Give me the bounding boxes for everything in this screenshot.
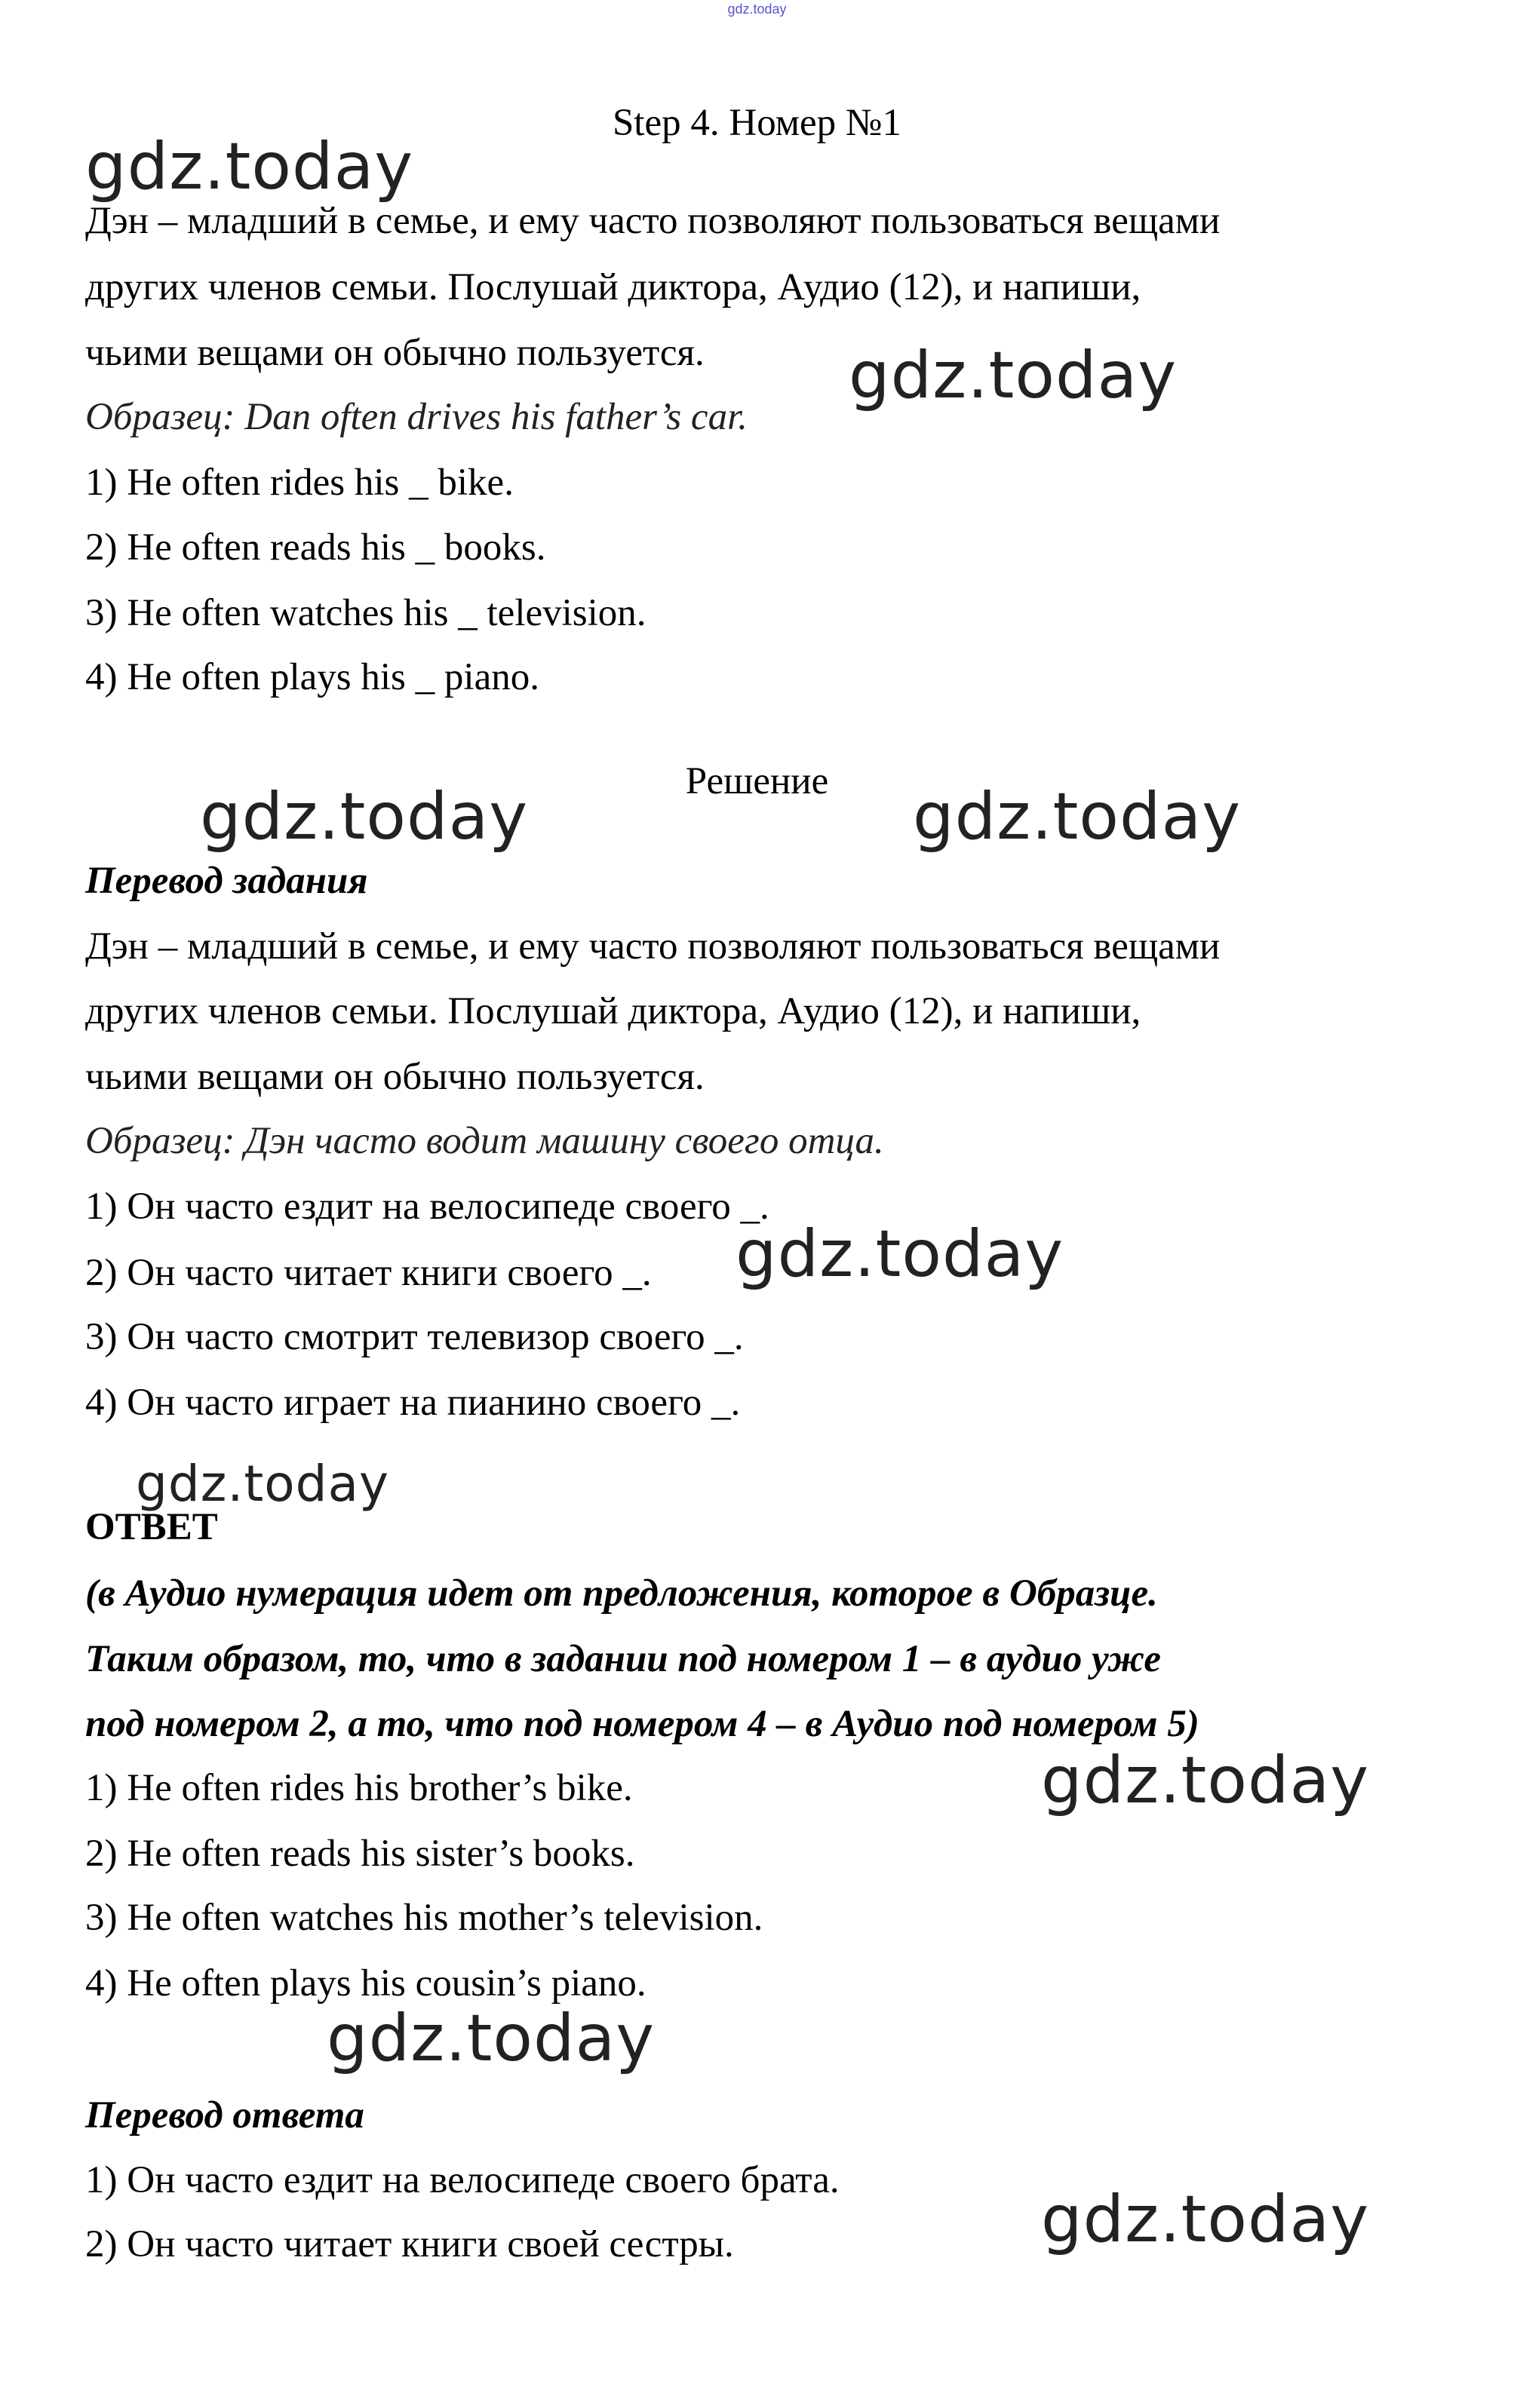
- answer-item-4: 4) He often plays his cousin’s piano.: [85, 1962, 646, 2005]
- translation-line-2: других членов семьи. Послушай диктора, Аудио (12), и напиши,: [85, 990, 1141, 1032]
- solution-heading: Решение: [685, 760, 829, 802]
- translation-item-2: 2) Он часто читает книги своего _.: [85, 1252, 652, 1294]
- task-line-1: Дэн – младший в семье, и ему часто позволяют пользоваться вещами: [85, 200, 1221, 242]
- watermark: gdz.today: [327, 2001, 656, 2076]
- answer-note-2: Таким образом, то, что в задании под номером 1 – в аудио уже: [85, 1638, 1162, 1680]
- answer-translation-item-2: 2) Он часто читает книги своей сестры.: [85, 2223, 734, 2265]
- answer-note-1: (в Аудио нумерация идет от предложения, которое в Образце.: [85, 1572, 1158, 1615]
- watermark: gdz.today: [136, 1455, 390, 1513]
- watermark: gdz.today: [849, 338, 1178, 413]
- answer-note-3: под номером 2, а то, что под номером 4 – в Аудио под номером 5): [85, 1703, 1199, 1745]
- task-item-1: 1) He often rides his _ bike.: [85, 462, 514, 504]
- task-item-3: 3) He often watches his _ television.: [85, 592, 646, 634]
- translation-item-4: 4) Он часто играет на пианино своего _.: [85, 1382, 741, 1424]
- task-line-2: других членов семьи. Послушай диктора, Аудио (12), и напиши,: [85, 266, 1141, 308]
- watermark: gdz.today: [200, 779, 529, 854]
- translation-example: Образец: Дэн часто водит машину своего отца.: [85, 1120, 884, 1162]
- task-example: Образец: Dan often drives his father’s car.: [85, 396, 748, 438]
- translation-line-1: Дэн – младший в семье, и ему часто позволяют пользоваться вещами: [85, 925, 1221, 968]
- watermark: gdz.today: [1041, 2182, 1370, 2257]
- task-item-2: 2) He often reads his _ books.: [85, 526, 546, 569]
- watermark: gdz.today: [85, 129, 414, 204]
- translation-line-3: чьими вещами он обычно пользуется.: [85, 1056, 705, 1098]
- answer-translation-heading: Перевод ответа: [85, 2094, 364, 2137]
- site-mark: gdz.today: [727, 2, 787, 17]
- watermark: gdz.today: [1041, 1743, 1370, 1818]
- task-line-3: чьими вещами он обычно пользуется.: [85, 332, 705, 374]
- translation-heading: Перевод задания: [85, 860, 368, 902]
- translation-item-3: 3) Он часто смотрит телевизор своего _.: [85, 1316, 744, 1358]
- page-title: Step 4. Номер №1: [612, 102, 902, 144]
- answer-heading: ОТВЕТ: [85, 1506, 218, 1548]
- answer-item-1: 1) He often rides his brother’s bike.: [85, 1767, 633, 1809]
- answer-item-3: 3) He often watches his mother’s television.: [85, 1897, 763, 1939]
- answer-item-2: 2) He often reads his sister’s books.: [85, 1833, 635, 1875]
- task-item-4: 4) He often plays his _ piano.: [85, 656, 539, 698]
- answer-translation-item-1: 1) Он часто ездит на велосипеде своего брата.: [85, 2159, 840, 2201]
- watermark: gdz.today: [736, 1216, 1064, 1292]
- translation-item-1: 1) Он часто ездит на велосипеде своего _.: [85, 1186, 769, 1228]
- watermark: gdz.today: [913, 779, 1242, 854]
